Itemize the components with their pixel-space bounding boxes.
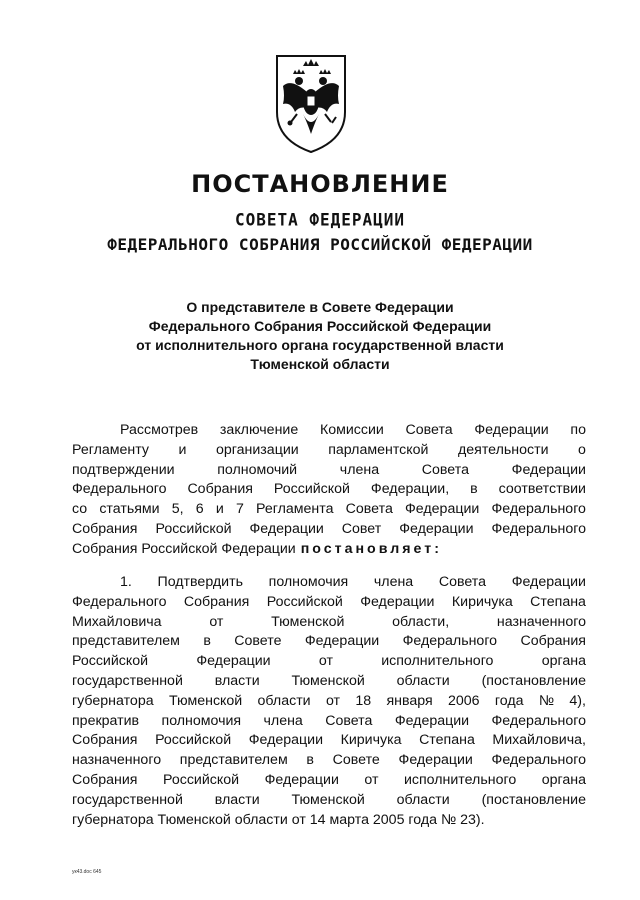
word: исполнительного [381,653,494,670]
word: соответствии [498,481,586,498]
subject-line: Федерального Собрания Российской Федерации [148,318,492,334]
word: парламентской [328,441,429,458]
word: Совете [234,633,282,650]
word: Киричука [340,732,402,749]
word: назначенного [496,613,586,630]
word: деятельности [457,441,549,458]
subject-line: О представителе в Совете Федерации [186,299,454,315]
text-line [72,692,586,712]
word: Федерации [248,732,323,749]
subject-line: Тюменской области [250,356,390,372]
word: Российской [155,520,232,537]
text-line [72,500,586,520]
word: Федерации [394,712,470,729]
word: № [538,692,555,709]
word: Федерального [491,712,586,729]
word: представителем [72,633,180,650]
word: назначенного [72,752,162,769]
text-line [72,480,586,500]
word: полномочий [217,461,298,478]
word: (постановление [481,672,586,689]
word: Федерации [249,520,324,537]
word: от [209,613,224,630]
word: государственной [72,791,183,808]
word: (постановление [481,791,586,808]
word: заключение [219,422,299,438]
word: Федерального [72,593,167,610]
word: 18 [355,692,372,709]
word: в [306,752,314,769]
word: прекратив [72,712,140,729]
word: Рассмотрев [120,422,199,438]
text-line [72,771,586,791]
word: Федерации [196,653,271,670]
word: исполнительного [403,771,517,788]
word: Собрания [183,593,250,610]
word: от [364,771,379,788]
text-line [72,593,586,613]
word: полномочия [161,712,242,729]
word: Тюменской [168,692,243,709]
coat-of-arms-icon [273,52,349,154]
issuer-line-2: ФЕДЕРАЛЬНОГО СОБРАНИЯ РОССИЙСКОЙ ФЕДЕРАЦИИ [107,235,533,254]
word: губернатора [72,692,154,709]
text-line [72,791,586,811]
word: Совета [421,461,469,478]
document-title: ПОСТАНОВЛЕНИЕ [191,170,449,198]
issuer-line-1: СОВЕТА ФЕДЕРАЦИИ [234,209,406,230]
word: полномочия [268,574,349,590]
word: Степана [530,593,586,610]
text-line [72,712,586,732]
word: и [178,441,187,458]
text-line: губернатора Тюменской области от 14 марта 2005 года № 23). [72,811,485,828]
subject-line: от исполнительного органа государственной власти [136,337,504,353]
word: от [325,692,341,709]
word: Киричука [451,593,513,610]
text-line [72,613,586,633]
word: Федерации [399,520,474,537]
file-reference: ук43.doc 645 [72,869,102,875]
word: 6 [195,501,204,518]
word: со [72,501,88,518]
word: в [470,481,478,498]
word: Тюменской [291,672,365,689]
word: 5, [171,501,184,518]
word: Подтвердить [157,574,243,590]
text-line [72,652,586,672]
text-line [72,421,586,441]
text-line [72,672,586,692]
word: области [396,791,450,808]
word: представителем [179,752,288,769]
word: Федерального [491,520,586,537]
word: года [494,692,524,709]
word: члена [263,712,303,729]
word: государственной [72,672,183,689]
word: члена [339,461,380,478]
word: Тюменской [271,613,345,630]
word: области, [392,613,450,630]
word: Федерации [398,752,473,769]
word: и [215,501,224,518]
text-line [72,520,586,540]
word: организации [216,441,299,458]
word: в [203,633,211,650]
word: Совете [332,752,380,769]
word: 2006 [448,692,480,709]
text-line [72,573,586,593]
word: власти [214,672,260,689]
word: Совета [438,574,487,590]
clause-1-paragraph [72,573,586,830]
word: Совета [345,501,393,518]
word: Степана [419,732,475,749]
word: Российской [72,653,149,670]
word: Российской [266,593,343,610]
text-line [72,441,586,461]
word: Собрания [72,520,138,537]
word: Федерального [402,633,498,650]
word: органа [541,771,586,788]
word: Российской [155,732,232,749]
word: Российской [163,771,240,788]
word: статьями [99,501,160,518]
word: Собрания [72,771,138,788]
word: Собрания [187,481,253,498]
word: Совета [325,712,373,729]
word: Федерального [491,501,586,518]
word: Федерации [474,422,549,438]
word: члена [373,574,414,590]
word: Федерального [491,752,586,769]
preamble-paragraph [72,421,586,560]
word: органа [541,653,586,670]
word: Федерации, [370,481,450,498]
document-subject [0,298,640,374]
word: Михайловича [72,613,162,630]
word: Регламенту [72,441,149,458]
word: Тюменской [291,791,365,808]
word: Российской [273,481,350,498]
decision-word: постановляет: [300,540,442,557]
text-fragment: Собрания Российской Федерации [72,540,296,557]
word: Федерального [72,481,167,498]
word: Собрания [520,633,586,650]
word: о [578,441,586,458]
word: Федерации [360,593,435,610]
word: Федерации [405,501,480,518]
word: области [396,672,450,689]
word: от [318,653,333,670]
word: Совета [405,422,453,438]
word: власти [214,791,260,808]
text-line [72,731,586,751]
word: Регламента [256,501,334,518]
word: 1. [120,574,132,590]
word: Федерации [264,771,339,788]
word: 7 [235,501,244,518]
word: области [257,692,311,709]
word: Федерации [511,461,586,478]
word: Михайловича, [492,732,586,749]
word: Федерации [304,633,380,650]
word: Совет [341,520,382,537]
word: подтверждении [72,461,175,478]
word: Федерации [511,574,586,590]
word: Собрания [72,732,138,749]
text-line [72,632,586,652]
word: 4), [569,692,586,709]
text-line [72,751,586,771]
word: по [570,422,586,438]
text-line [72,461,586,481]
word: января [386,692,433,709]
text-line [72,540,586,560]
word: Комиссии [319,422,384,438]
